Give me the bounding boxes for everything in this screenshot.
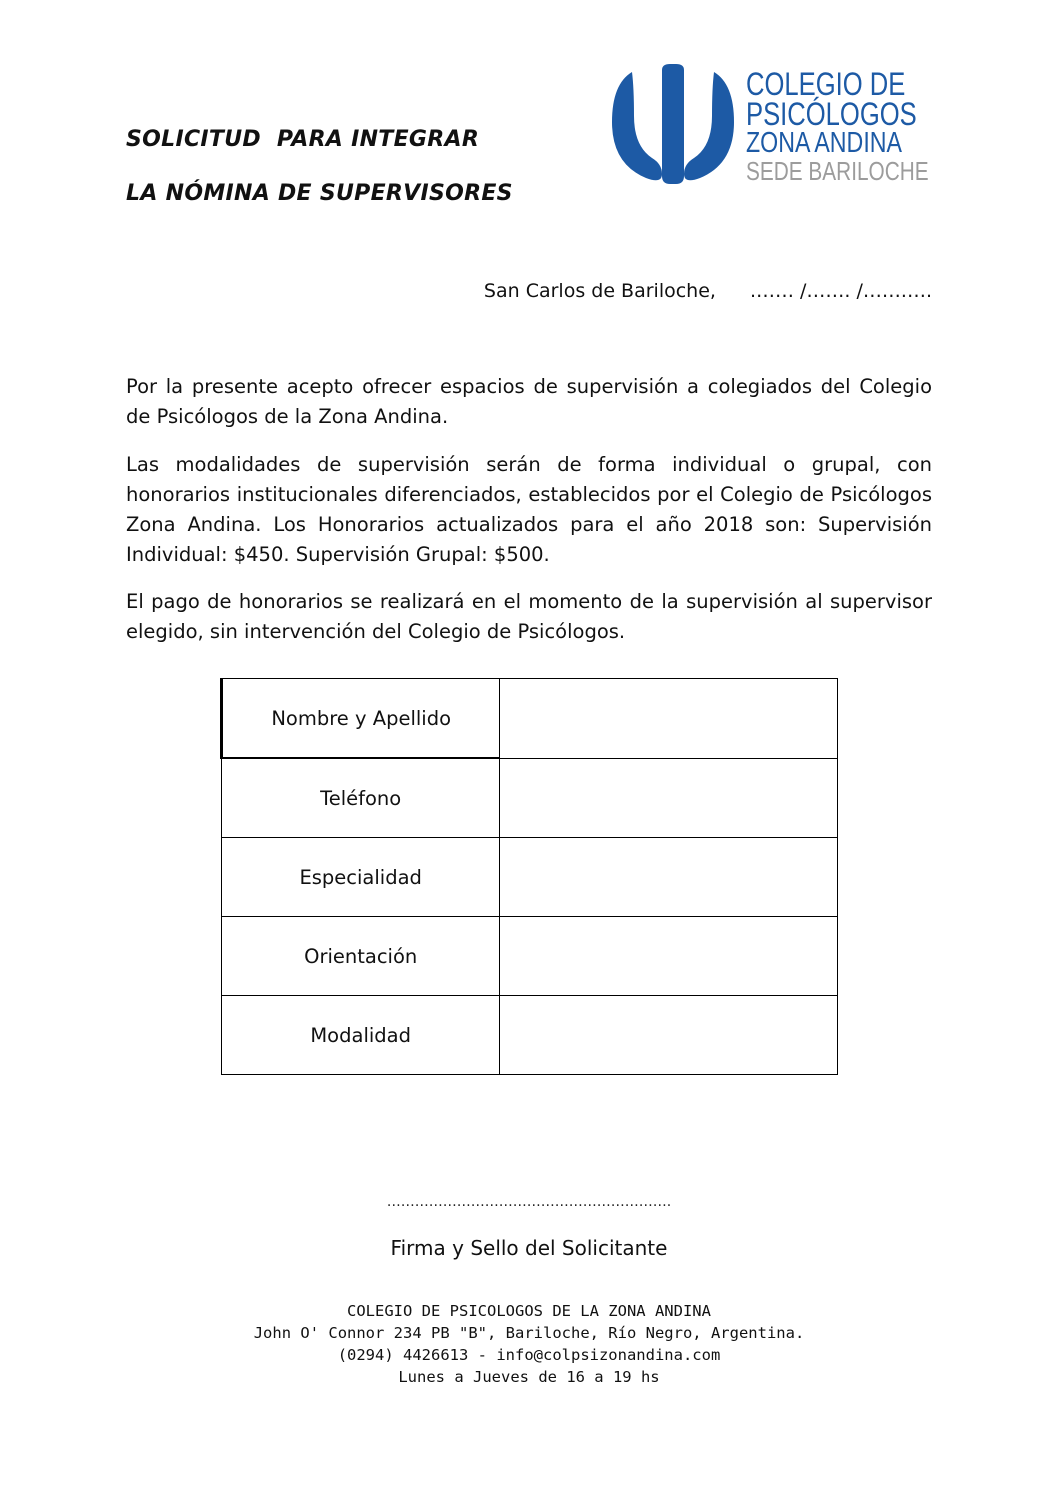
form-field-orientacion[interactable] <box>500 917 838 996</box>
applicant-form-table <box>220 678 838 1075</box>
footer-phone-email: (0294) 4426613 - info@colpsizonandina.com <box>337 1346 721 1364</box>
form-label-nombre: Nombre y Apellido <box>222 679 500 759</box>
form-row-orientacion <box>222 917 838 996</box>
footer-institution-name: COLEGIO DE PSICOLOGOS DE LA ZONA ANDINA <box>347 1302 711 1320</box>
document-title-line-1: SOLICITUD PARA INTEGRAR <box>126 127 480 152</box>
form-field-telefono[interactable] <box>500 758 838 838</box>
form-row-especialidad <box>222 838 838 917</box>
place-date-line <box>484 280 932 302</box>
body-paragraph-1: Por la presente acepto ofrecer espacios de supervisión a colegiados del Colegio de Psicólogos de la Zona Andina. <box>126 375 932 428</box>
psi-symbol-icon <box>608 64 738 188</box>
institution-logo <box>608 64 929 188</box>
logo-text-line-2: PSICÓLOGOS <box>746 96 917 132</box>
signature-label: Firma y Sello del Solicitante <box>390 1236 668 1260</box>
date-blanks[interactable]: .…… /……. /…….…. <box>749 280 932 302</box>
form-label-modalidad: Modalidad <box>222 996 500 1075</box>
form-row-nombre <box>222 679 838 759</box>
form-row-modalidad <box>222 996 838 1075</box>
document-title-line-2: LA NÓMINA DE SUPERVISORES <box>126 181 513 206</box>
logo-text-line-1: COLEGIO DE <box>746 66 906 102</box>
form-label-especialidad: Especialidad <box>222 838 500 917</box>
footer-contact-block <box>0 1300 1058 1388</box>
form-label-telefono: Teléfono <box>222 758 500 838</box>
footer-address: John O' Connor 234 PB "B", Bariloche, Río Negro, Argentina. <box>253 1324 805 1342</box>
place-text: San Carlos de Bariloche, <box>483 280 716 302</box>
form-field-modalidad[interactable] <box>500 996 838 1075</box>
footer-hours: Lunes a Jueves de 16 a 19 hs <box>398 1368 660 1386</box>
signature-line[interactable]: ……………………………………………………. <box>386 1194 672 1210</box>
body-paragraph-2: Las modalidades de supervisión serán de forma individual o grupal, con honorarios institucionales diferenciados, establecidos por el Colegio de Psicólogos Zona Andina. Los Honorarios actualizados para el año 2018 son: Supervisión Individual: $450. Supervisión Grupal: $500. <box>126 453 932 566</box>
logo-text-line-3: ZONA ANDINA <box>746 127 902 159</box>
form-field-especialidad[interactable] <box>500 838 838 917</box>
form-row-telefono <box>222 758 838 838</box>
form-field-nombre[interactable] <box>500 679 838 759</box>
body-paragraph-3: El pago de honorarios se realizará en el momento de la supervisión al supervisor elegido, sin intervención del Colegio de Psicólogos. <box>126 590 932 643</box>
form-label-orientacion: Orientación <box>222 917 500 996</box>
logo-text-line-4: SEDE BARILOCHE <box>746 156 929 186</box>
